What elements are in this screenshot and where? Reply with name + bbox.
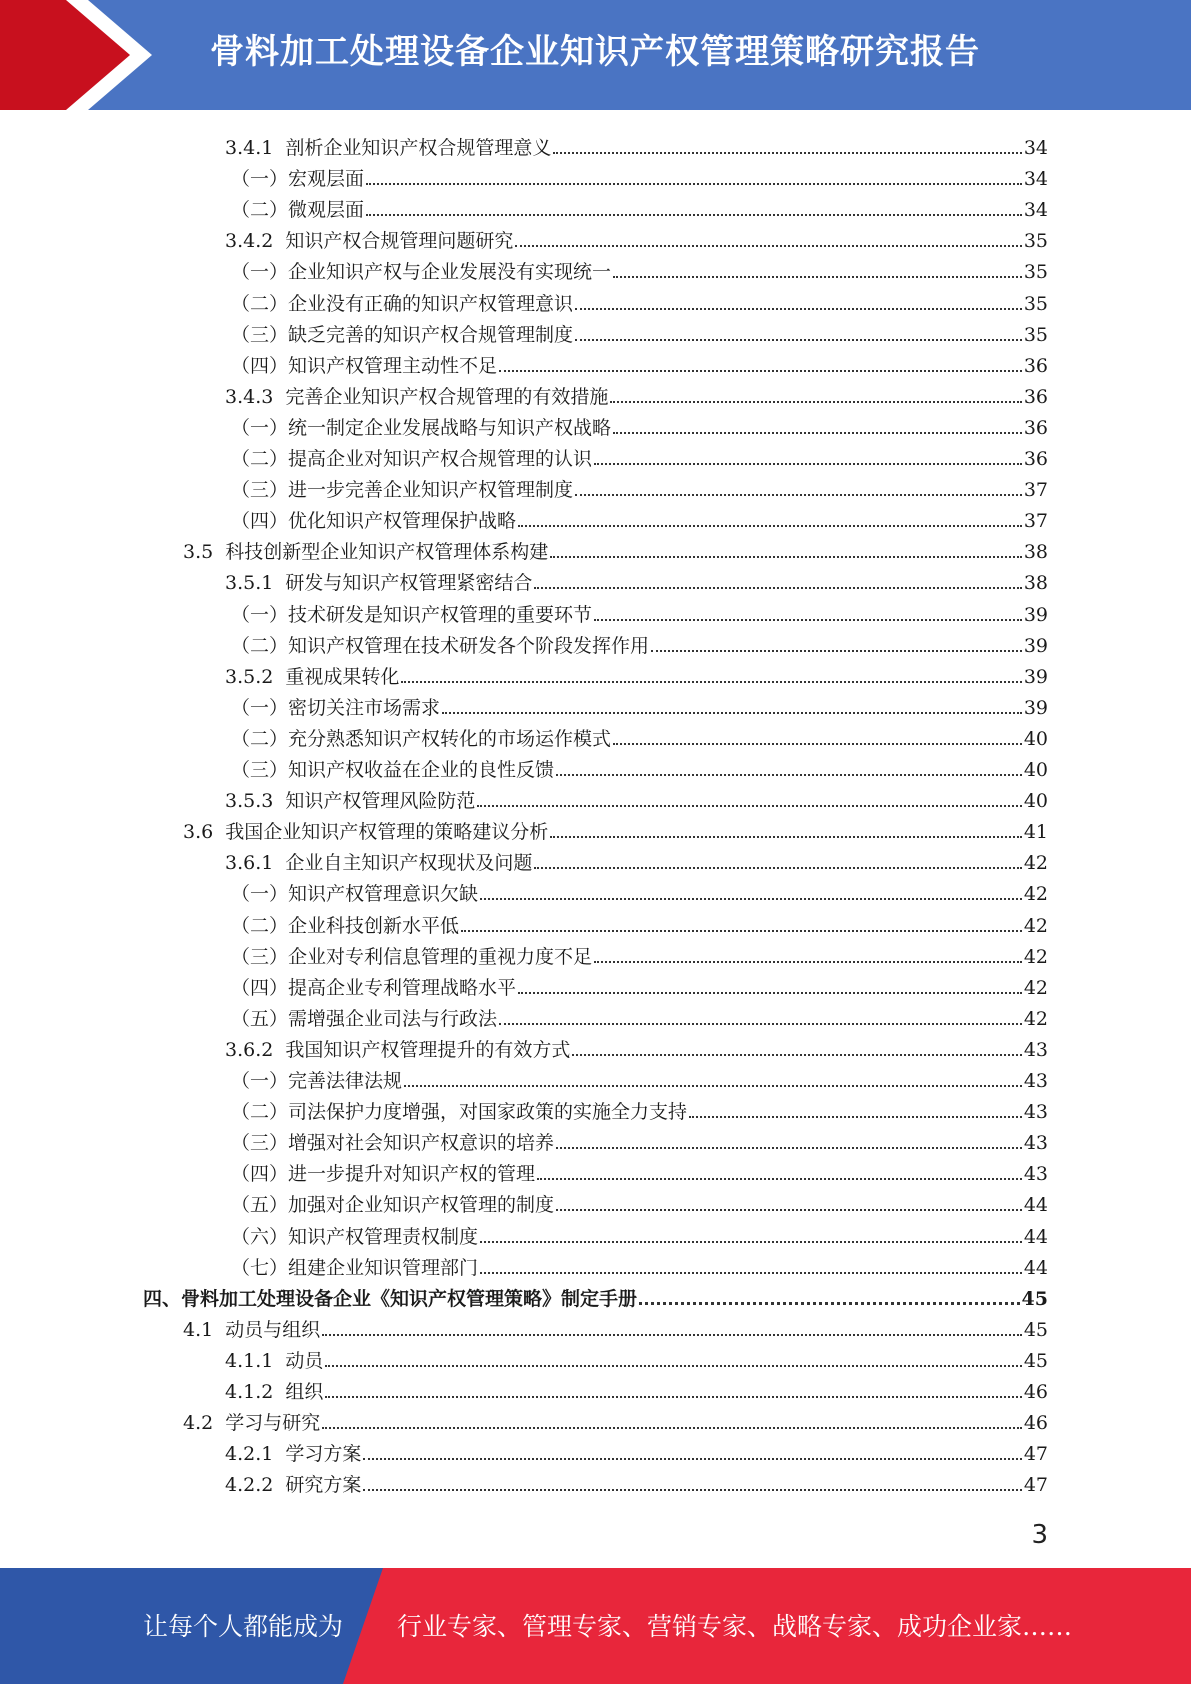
toc-entry[interactable]: [143, 1279, 1048, 1310]
toc-entry-title: （四）提高企业专利管理战略水平: [231, 976, 517, 999]
toc-entry-title: （七）组建企业知识管理部门: [231, 1256, 479, 1279]
toc-entry-page: 43: [1023, 1038, 1048, 1061]
toc-dot-leader: [363, 1489, 1021, 1491]
toc-entry-page: 39: [1023, 603, 1048, 626]
toc-entry-page: 44: [1023, 1225, 1048, 1248]
footer-slogan-right: 行业专家、管理专家、营销专家、战略专家、成功企业家……: [397, 1612, 1073, 1641]
toc-entry-page: 34: [1023, 168, 1048, 191]
toc-entry[interactable]: [231, 1061, 1048, 1092]
toc-dot-leader: [499, 1023, 1022, 1025]
toc-entry-label: [225, 852, 534, 874]
toc-entry-page: 45: [1023, 1318, 1048, 1341]
toc-entry[interactable]: [225, 1030, 1048, 1061]
toc-entry[interactable]: [231, 937, 1048, 968]
toc-entry-page: 34: [1023, 199, 1048, 222]
toc-entry-page: 35: [1023, 323, 1048, 346]
toc-entry-page: 42: [1023, 945, 1048, 968]
toc-entry-number: 3.4.3: [225, 385, 274, 408]
toc-entry-page: 42: [1023, 914, 1048, 937]
toc-entry[interactable]: [231, 1248, 1048, 1279]
toc-entry[interactable]: [183, 812, 1048, 843]
toc-dot-leader: [553, 152, 1021, 154]
toc-entry-title: （二）企业没有正确的知识产权管理意识: [231, 292, 574, 315]
toc-entry-title: （二）微观层面: [231, 199, 365, 222]
toc-entry-number: 4.1: [183, 1318, 214, 1341]
toc-dot-leader: [515, 245, 1021, 247]
toc-entry-page: 42: [1023, 1007, 1048, 1030]
toc-entry-label: [231, 759, 556, 781]
toc-dot-leader: [594, 463, 1022, 465]
toc-entry[interactable]: [225, 781, 1048, 812]
toc-entry-title: 企业自主知识产权现状及问题: [285, 852, 533, 875]
toc-entry[interactable]: [183, 532, 1048, 563]
toc-entry-label: [225, 1443, 363, 1465]
toc-entry-title: 四、骨料加工处理设备企业《知识产权管理策略》制定手册: [143, 1287, 638, 1310]
toc-entry-label: [225, 386, 610, 408]
toc-entry-number: 3.5.2: [225, 665, 274, 688]
toc-entry-number: 3.5.3: [225, 790, 274, 813]
toc-entry-page: 45: [1023, 1349, 1048, 1372]
toc-entry-page: 43: [1023, 1101, 1048, 1124]
footer-slogan-left: 让每个人都能成为: [143, 1612, 344, 1641]
toc-entry-label: [225, 1039, 572, 1061]
toc-entry-label: [231, 355, 499, 377]
toc-entry-label: [231, 510, 518, 532]
toc-entry[interactable]: [231, 999, 1048, 1030]
toc-entry-label: [231, 1132, 556, 1154]
toc-dot-leader: [572, 1054, 1021, 1056]
toc-entry-number: 3.4.2: [225, 230, 274, 253]
toc-entry-title: （三）知识产权收益在企业的良性反馈: [231, 759, 555, 781]
toc-entry-label: [183, 821, 550, 843]
toc-entry-label: [231, 883, 480, 905]
toc-entry-page: 34: [1023, 137, 1048, 159]
toc-entry-title: 完善企业知识产权合规管理的有效措施: [285, 385, 609, 408]
toc-entry-title: 动员: [285, 1349, 324, 1372]
toc-dot-leader: [366, 214, 1022, 216]
toc-entry-page: 45: [1021, 1287, 1048, 1310]
toc-entry-label: [231, 1194, 556, 1216]
toc-entry[interactable]: [225, 1434, 1048, 1465]
toc-entry-title: （四）进一步提升对知识产权的管理: [231, 1163, 536, 1186]
toc-entry-label: [231, 448, 594, 470]
toc-entry-page: 47: [1023, 1474, 1048, 1497]
toc-entry-page: 38: [1023, 541, 1048, 564]
toc-entry[interactable]: [231, 1185, 1048, 1216]
toc-dot-leader: [613, 432, 1022, 434]
toc-entry-number: 4.2.1: [225, 1443, 274, 1466]
toc-entry[interactable]: [225, 843, 1048, 874]
toc-entry[interactable]: [231, 1154, 1048, 1185]
toc-entry-label: [225, 790, 477, 812]
toc-entry-label: [231, 1226, 480, 1248]
toc-entry-label: [225, 1474, 363, 1496]
page-footer: [0, 1568, 1191, 1684]
toc-entry[interactable]: [231, 190, 1048, 221]
toc-entry-label: [231, 261, 613, 283]
toc-dot-leader: [610, 401, 1021, 403]
toc-entry-page: 37: [1023, 479, 1048, 502]
toc-entry-title: （一）技术研发是知识产权管理的重要环节: [231, 603, 593, 626]
toc-entry-number: 3.6.2: [225, 1038, 274, 1061]
toc-entry-number: 4.2.2: [225, 1474, 274, 1497]
toc-entry-label: [225, 137, 553, 159]
toc-entry-title: （四）知识产权管理主动性不足: [231, 354, 498, 377]
toc-dot-leader: [477, 805, 1021, 807]
toc-entry-title: （二）企业科技创新水平低: [231, 914, 460, 937]
toc-entry-page: 41: [1023, 821, 1048, 844]
toc-entry-number: 3.5.1: [225, 572, 274, 595]
toc-dot-leader: [518, 525, 1022, 527]
toc-entry-page: 37: [1023, 510, 1048, 533]
toc-entry[interactable]: [225, 1341, 1048, 1372]
toc-entry-page: 39: [1023, 634, 1048, 657]
toc-entry-page: 36: [1023, 354, 1048, 377]
toc-entry[interactable]: [231, 750, 1048, 781]
toc-entry-title: 动员与组织: [225, 1318, 321, 1341]
toc-dot-leader: [556, 1147, 1022, 1149]
toc-entry-page: 39: [1023, 696, 1048, 719]
toc-entry[interactable]: [231, 906, 1048, 937]
toc-entry-page: 46: [1023, 1381, 1048, 1403]
toc-entry-label: [231, 479, 575, 501]
toc-entry-title: （三）缺乏完善的知识产权合规管理制度: [231, 323, 574, 346]
toc-entry[interactable]: [231, 252, 1048, 283]
toc-entry[interactable]: [231, 470, 1048, 501]
toc-entry-page: 39: [1023, 665, 1048, 688]
toc-entry-title: 重视成果转化: [285, 665, 400, 688]
toc-entry-label: [231, 946, 594, 968]
toc-entry-page: 36: [1023, 448, 1048, 470]
toc-dot-leader: [575, 494, 1022, 496]
toc-entry-label: [231, 1008, 499, 1030]
toc-dot-leader: [442, 712, 1022, 714]
toc-entry-page: 44: [1023, 1194, 1048, 1217]
toc-entry-label: [231, 324, 575, 346]
toc-dot-leader: [480, 1241, 1022, 1243]
toc-entry[interactable]: [231, 626, 1048, 657]
toc-entry-title: （一）宏观层面: [231, 168, 365, 191]
toc-entry-title: 我国知识产权管理提升的有效方式: [285, 1038, 571, 1061]
toc-entry-title: 剖析企业知识产权合规管理意义: [285, 137, 552, 159]
toc-entry-number: 3.6.1: [225, 852, 274, 875]
toc-entry-label: [231, 635, 651, 657]
toc-entry-label: [231, 1163, 537, 1185]
toc-entry-page: 43: [1023, 1070, 1048, 1092]
toc-entry-title: 研究方案: [285, 1474, 362, 1497]
toc-entry-title: 科技创新型企业知识产权管理体系构建: [225, 541, 549, 564]
toc-entry[interactable]: [225, 563, 1048, 594]
toc-entry-title: （二）知识产权管理在技术研发各个阶段发挥作用: [231, 634, 650, 657]
toc-entry-label: [225, 230, 515, 252]
toc-entry-title: （一）知识产权管理意识欠缺: [231, 883, 479, 906]
toc-dot-leader: [322, 1334, 1022, 1336]
toc-dot-leader: [461, 930, 1022, 932]
toc-entry[interactable]: [225, 1372, 1048, 1403]
toc-dot-leader: [480, 898, 1022, 900]
toc-entry-label: [143, 1288, 639, 1310]
toc-entry-page: 35: [1023, 292, 1048, 315]
toc-entry-title: 我国企业知识产权管理的策略建议分析: [225, 821, 549, 844]
toc-dot-leader: [575, 308, 1022, 310]
toc-entry-title: 学习与研究: [225, 1412, 321, 1435]
toc-entry-page: 36: [1023, 416, 1048, 439]
toc-entry-title: （二）司法保护力度增强，对国家政策的实施全力支持: [231, 1101, 688, 1124]
toc-entry-title: 学习方案: [285, 1443, 362, 1466]
toc-entry-label: [225, 1350, 325, 1372]
toc-dot-leader: [325, 1396, 1021, 1398]
toc-entry-page: 40: [1023, 790, 1048, 813]
toc-entry-label: [225, 1381, 325, 1403]
toc-entry-title: （三）进一步完善企业知识产权管理制度: [231, 479, 574, 502]
toc-entry-label: [231, 417, 613, 439]
toc-entry[interactable]: [231, 968, 1048, 999]
toc-dot-leader: [594, 619, 1022, 621]
toc-dot-leader: [534, 587, 1021, 589]
toc-entry-page: 44: [1023, 1256, 1048, 1279]
toc-entry-label: [231, 604, 594, 626]
toc-entry-page: 40: [1023, 727, 1048, 750]
toc-dot-leader: [550, 556, 1022, 558]
toc-dot-leader: [556, 774, 1022, 776]
toc-entry-label: [225, 666, 401, 688]
toc-dot-leader: [613, 276, 1022, 278]
toc-entry-page: 43: [1023, 1163, 1048, 1186]
toc-entry[interactable]: [225, 377, 1048, 408]
toc-entry-page: 46: [1023, 1412, 1048, 1435]
toc-entry-title: （一）企业知识产权与企业发展没有实现统一: [231, 261, 612, 284]
toc-entry-label: [231, 293, 575, 315]
toc-entry[interactable]: [231, 1092, 1048, 1123]
toc-entry-page: 35: [1023, 230, 1048, 253]
toc-dot-leader: [689, 1116, 1022, 1118]
toc-entry-page: 43: [1023, 1132, 1048, 1155]
toc-entry-label: [231, 1257, 480, 1279]
toc-entry[interactable]: [231, 1123, 1048, 1154]
toc-dot-leader: [518, 992, 1022, 994]
toc-entry-title: （一）统一制定企业发展战略与知识产权战略: [231, 416, 612, 439]
toc-entry-number: 4.1.2: [225, 1381, 274, 1403]
toc-entry-title: （一）密切关注市场需求: [231, 696, 441, 719]
toc-entry-label: [183, 541, 550, 563]
toc-entry-label: [231, 977, 518, 999]
toc-entry-page: 35: [1023, 261, 1048, 284]
toc-entry-page: 42: [1023, 883, 1048, 906]
page-header: [0, 0, 1191, 110]
toc-dot-leader: [322, 1427, 1022, 1429]
toc-entry[interactable]: [231, 501, 1048, 532]
toc-dot-leader: [325, 1365, 1021, 1367]
toc-entry-number: 3.6: [183, 821, 214, 844]
toc-entry-label: [225, 572, 534, 594]
report-title: 骨料加工处理设备企业知识产权管理策略研究报告: [210, 32, 980, 72]
toc-dot-leader: [575, 339, 1022, 341]
toc-entry-title: 知识产权合规管理问题研究: [285, 230, 514, 253]
toc-entry-title: （五）需增强企业司法与行政法: [231, 1007, 498, 1030]
toc-entry-label: [231, 168, 366, 190]
toc-entry-number: 4.1.1: [225, 1349, 274, 1372]
toc-dot-leader: [480, 1272, 1022, 1274]
toc-entry[interactable]: [225, 657, 1048, 688]
toc-entry-page: 42: [1023, 976, 1048, 999]
toc-entry-title: （五）加强对企业知识产权管理的制度: [231, 1194, 555, 1217]
toc-entry[interactable]: [231, 595, 1048, 626]
toc-entry-label: [183, 1319, 322, 1341]
toc-dot-leader: [363, 1458, 1021, 1460]
toc-entry-title: （一）完善法律法规: [231, 1070, 403, 1092]
toc-entry[interactable]: [231, 284, 1048, 315]
toc-entry-label: [231, 697, 442, 719]
toc-entry-title: 知识产权管理风险防范: [285, 790, 476, 813]
page-number: 3: [1031, 1520, 1048, 1550]
toc-entry-label: [183, 1412, 322, 1434]
toc-dot-leader: [556, 1209, 1022, 1211]
toc-dot-leader: [499, 370, 1022, 372]
toc-entry[interactable]: [231, 719, 1048, 750]
toc-entry-title: （二）充分熟悉知识产权转化的市场运作模式: [231, 727, 612, 750]
toc-entry[interactable]: [231, 688, 1048, 719]
toc-dot-leader: [401, 681, 1021, 683]
toc-entry[interactable]: [231, 439, 1048, 470]
toc-entry-number: 4.2: [183, 1412, 214, 1435]
toc-dot-leader: [366, 183, 1022, 185]
toc-entry[interactable]: [231, 315, 1048, 346]
toc-dot-leader: [404, 1085, 1022, 1087]
toc-entry[interactable]: [183, 1403, 1048, 1434]
toc-dot-leader: [594, 961, 1022, 963]
toc-entry-page: 47: [1023, 1443, 1048, 1466]
toc-entry[interactable]: [231, 1217, 1048, 1248]
toc-entry[interactable]: [183, 1310, 1048, 1341]
toc-entry-number: 3.4.1: [225, 137, 274, 159]
header-arrow-decoration: [0, 0, 160, 110]
toc-entry-title: （六）知识产权管理责权制度: [231, 1225, 479, 1248]
toc-entry-label: [231, 915, 461, 937]
toc-entry-label: [231, 1101, 689, 1123]
toc-entry[interactable]: [225, 128, 1048, 159]
toc-entry-title: 组织: [285, 1381, 324, 1403]
toc-entry[interactable]: [225, 1465, 1048, 1496]
toc-dot-leader: [651, 650, 1022, 652]
toc-entry-title: （四）优化知识产权管理保护战略: [231, 510, 517, 533]
toc-entry-page: 38: [1023, 572, 1048, 595]
toc-entry-title: （二）提高企业对知识产权合规管理的认识: [231, 448, 593, 470]
toc-entry[interactable]: [225, 221, 1048, 252]
toc-entry[interactable]: [231, 408, 1048, 439]
toc-dot-leader: [639, 1302, 1020, 1305]
toc-entry-number: 3.5: [183, 541, 214, 564]
toc-entry[interactable]: [231, 346, 1048, 377]
toc-entry[interactable]: [231, 159, 1048, 190]
toc-entry-page: 36: [1023, 385, 1048, 408]
toc-entry-label: [231, 1070, 404, 1092]
toc-entry-title: （三）增强对社会知识产权意识的培养: [231, 1132, 555, 1155]
toc-entry-page: 40: [1023, 759, 1048, 781]
toc-entry-title: （三）企业对专利信息管理的重视力度不足: [231, 945, 593, 968]
toc-entry[interactable]: [231, 874, 1048, 905]
toc-entry-page: 42: [1023, 852, 1048, 875]
toc-entry-label: [231, 728, 613, 750]
toc-entry-label: [231, 199, 366, 221]
toc-dot-leader: [613, 743, 1022, 745]
toc-entry-title: 研发与知识产权管理紧密结合: [285, 572, 533, 595]
toc-dot-leader: [537, 1178, 1022, 1180]
toc-dot-leader: [534, 867, 1021, 869]
toc-dot-leader: [550, 836, 1022, 838]
